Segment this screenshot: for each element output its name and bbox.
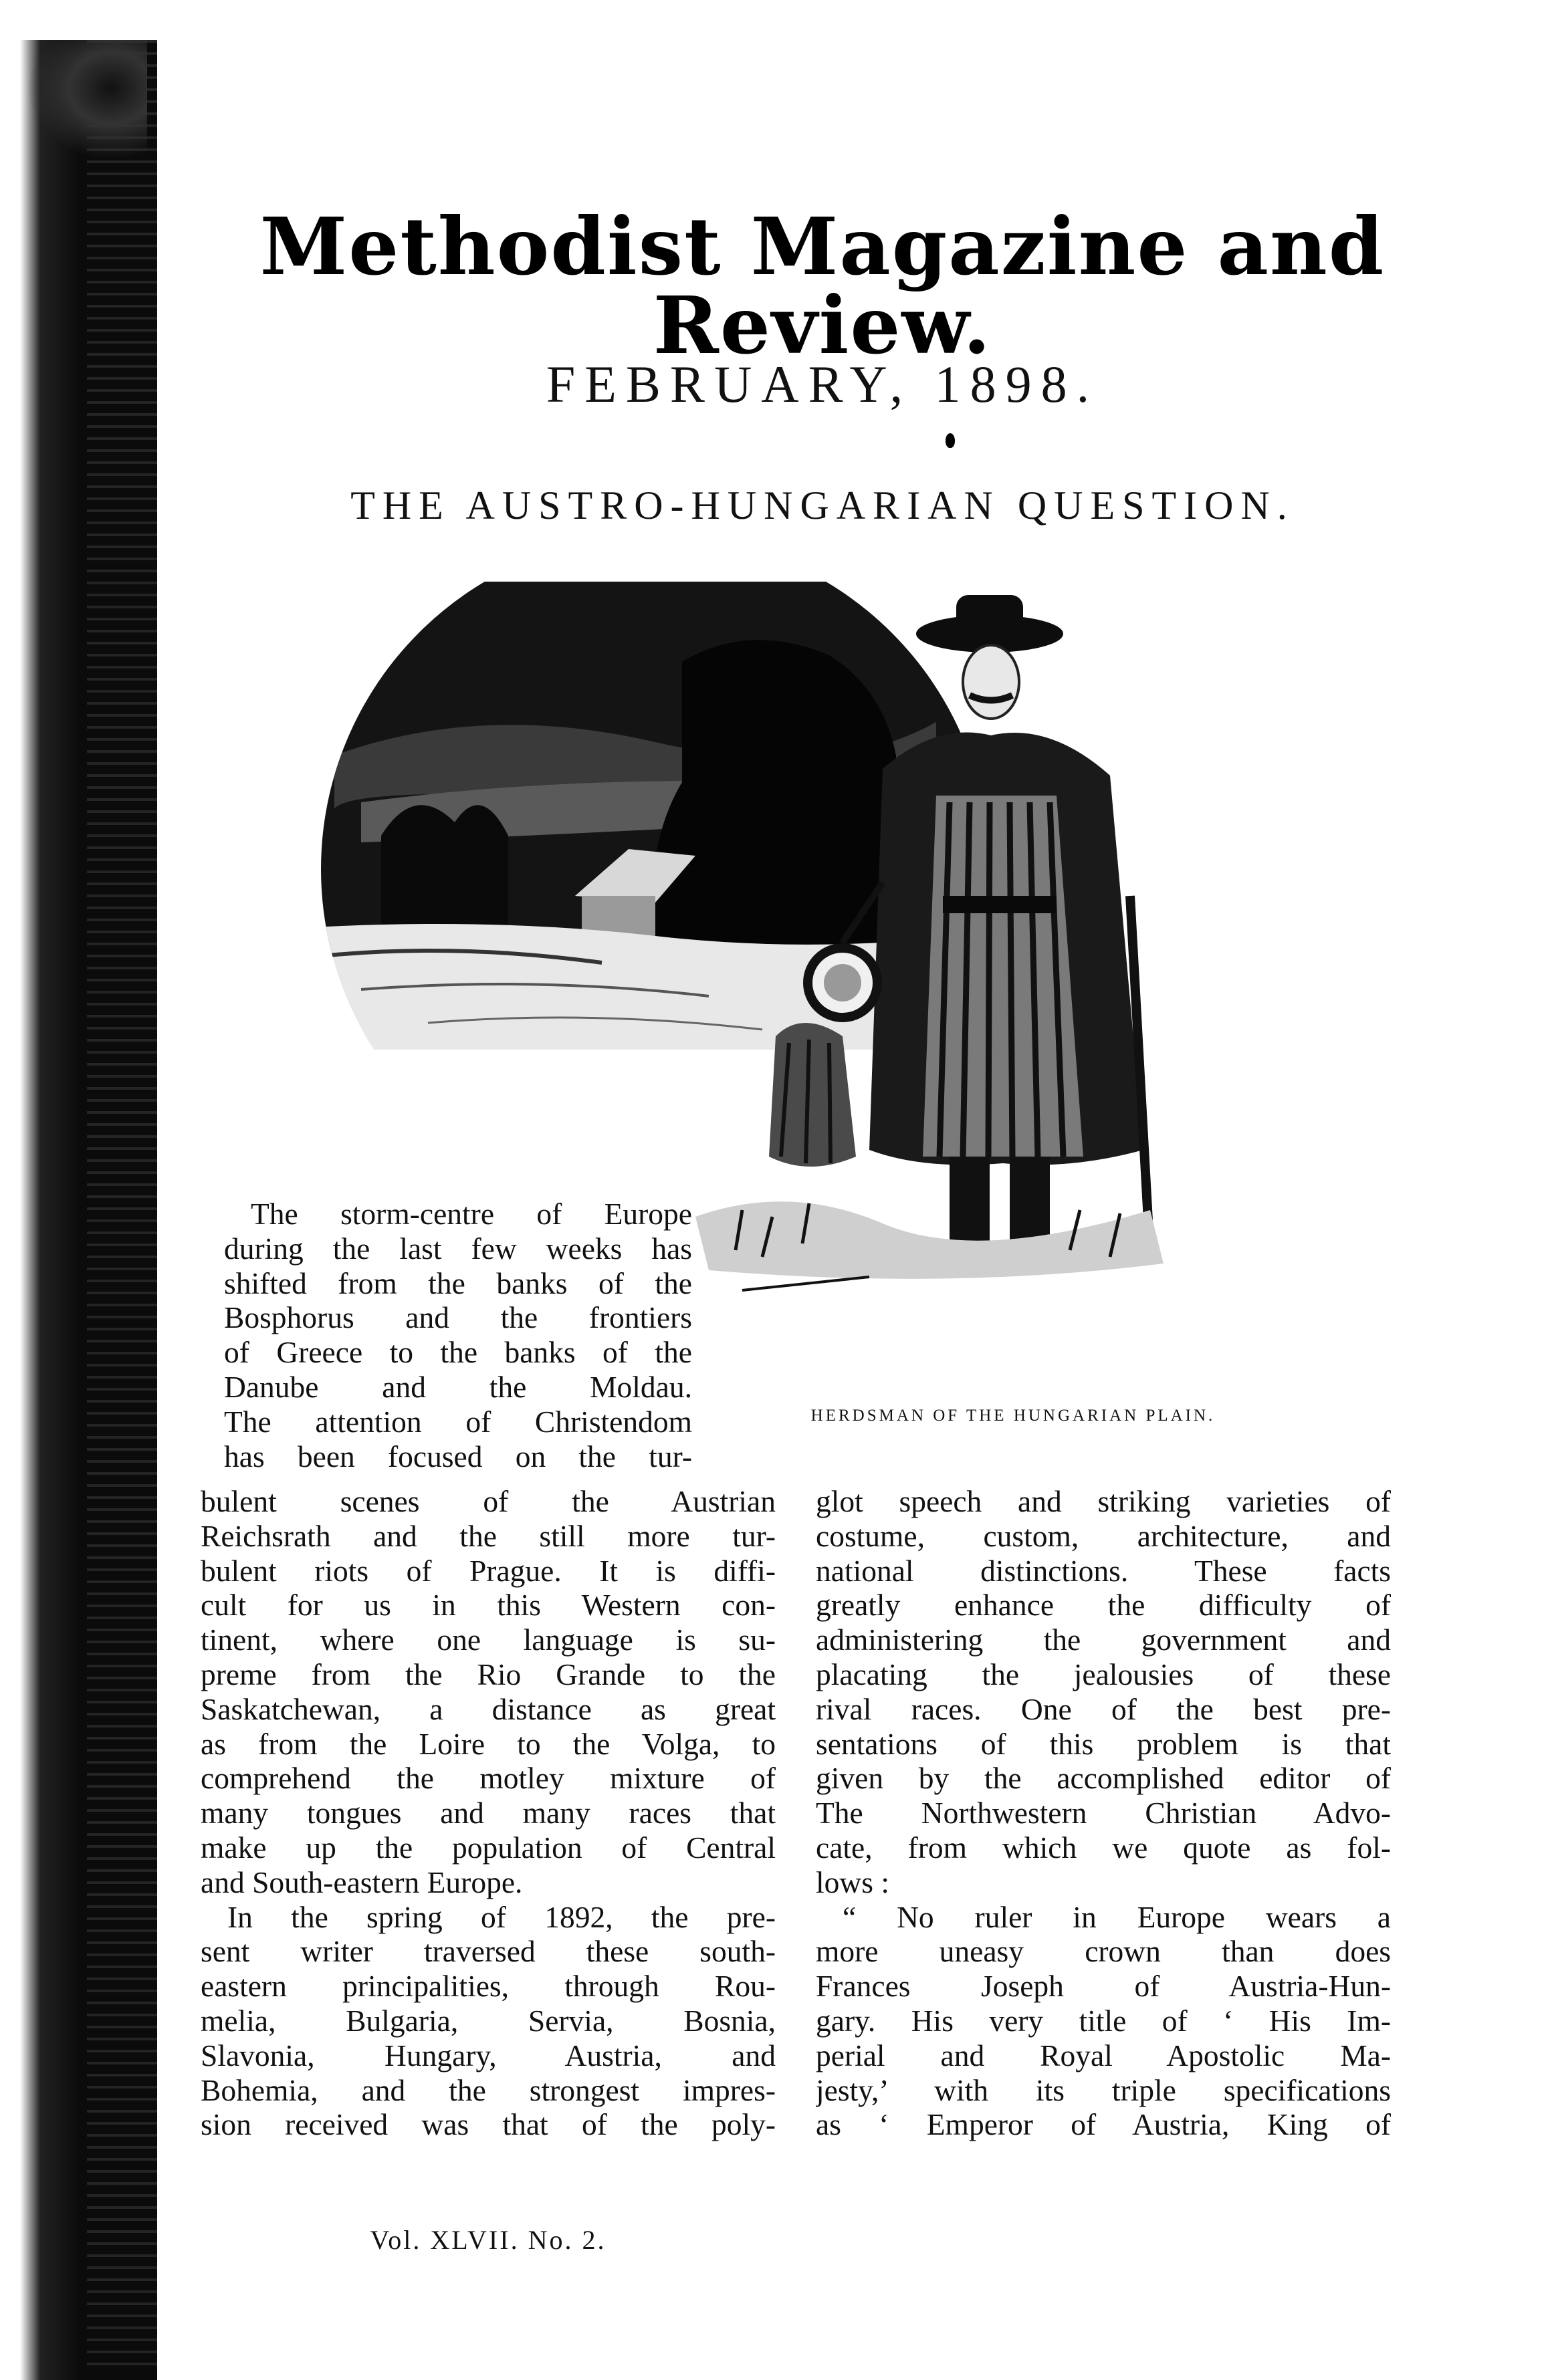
text-line: rival races. One of the best pre-: [816, 1691, 1391, 1726]
text-line: costume, custom, architecture, and: [816, 1518, 1391, 1553]
text-line: Danube and the Moldau.: [224, 1369, 692, 1404]
article-title: THE AUSTRO-HUNGARIAN QUESTION.: [350, 483, 1295, 527]
text-line: perial and Royal Apostolic Ma-: [816, 2038, 1391, 2072]
text-line: glot speech and striking varieties of: [816, 1484, 1391, 1518]
text-line: sion received was that of the poly-: [201, 2107, 776, 2142]
text-line: bulent scenes of the Austrian: [201, 1484, 776, 1518]
text-line: and South-eastern Europe.: [201, 1865, 523, 1899]
text-line: Frances Joseph of Austria-Hun-: [816, 1969, 1391, 2004]
text-line: Reichsrath and the still more tur-: [201, 1518, 776, 1553]
text-line: cult for us in this Western con-: [201, 1588, 776, 1623]
text-line: has been focused on the tur-: [224, 1439, 692, 1473]
binding-texture: [87, 40, 167, 2367]
text-line: The attention of Christendom: [224, 1404, 692, 1439]
text-line: as ‘ Emperor of Austria, King of: [816, 2107, 1391, 2142]
text-line: The Northwestern Christian Advo-: [816, 1796, 1391, 1830]
left-column: [201, 1484, 776, 2142]
text-line: bulent riots of Prague. It is diffi-: [201, 1553, 776, 1588]
text-line: shifted from the banks of the: [224, 1266, 692, 1300]
text-line: greatly enhance the difficulty of: [816, 1588, 1391, 1623]
text-line: eastern principalities, through Rou-: [201, 1969, 776, 2004]
ornament-mark: [946, 433, 955, 448]
text-line: more uneasy crown than does: [816, 1934, 1391, 1969]
text-line: placating the jealousies of these: [816, 1657, 1391, 1691]
text-line: national distinctions. These facts: [816, 1553, 1391, 1588]
text-line: Slavonia, Hungary, Austria, and: [201, 2038, 776, 2072]
text-line: of Greece to the banks of the: [224, 1335, 692, 1370]
binding-shadow: [27, 40, 147, 160]
masthead-title: Methodist Magazine and Review.: [259, 200, 1386, 372]
text-line: given by the accomplished editor of: [816, 1761, 1391, 1796]
text-line: many tongues and many races that: [201, 1796, 776, 1830]
volume-footer: Vol. XLVII. No. 2.: [370, 2225, 606, 2255]
text-line: Saskatchewan, a distance as great: [201, 1691, 776, 1726]
text-line: as from the Loire to the Volga, to: [201, 1726, 776, 1761]
text-line: In the spring of 1892, the pre-: [227, 1899, 776, 1934]
text-line: sent writer traversed these south-: [201, 1934, 776, 1969]
text-line: administering the government and: [816, 1623, 1391, 1657]
left-column-intro: [224, 1197, 692, 1473]
text-line: make up the population of Central: [201, 1830, 776, 1865]
text-line: preme from the Rio Grande to the: [201, 1657, 776, 1691]
text-line: jesty,’ with its triple specifications: [816, 2072, 1391, 2107]
text-line: The storm-centre of Europe: [251, 1197, 692, 1231]
text-line: gary. His very title of ‘ His Im-: [816, 2003, 1391, 2038]
text-line: “ No ruler in Europe wears a: [843, 1899, 1391, 1934]
text-line: lows :: [816, 1865, 889, 1899]
illustration-caption: HERDSMAN OF THE HUNGARIAN PLAIN.: [810, 1407, 1216, 1425]
text-line: comprehend the motley mixture of: [201, 1761, 776, 1796]
text-line: melia, Bulgaria, Servia, Bosnia,: [201, 2003, 776, 2038]
issue-date: FEBRUARY, 1898.: [546, 355, 1099, 413]
text-line: sentations of this problem is that: [816, 1726, 1391, 1761]
text-line: Bohemia, and the strongest impres-: [201, 2072, 776, 2107]
text-line: cate, from which we quote as fol-: [816, 1830, 1391, 1865]
right-column: [816, 1484, 1391, 2142]
text-line: tinent, where one language is su-: [201, 1623, 776, 1657]
text-line: during the last few weeks has: [224, 1231, 692, 1266]
text-line: Bosphorus and the frontiers: [224, 1300, 692, 1335]
